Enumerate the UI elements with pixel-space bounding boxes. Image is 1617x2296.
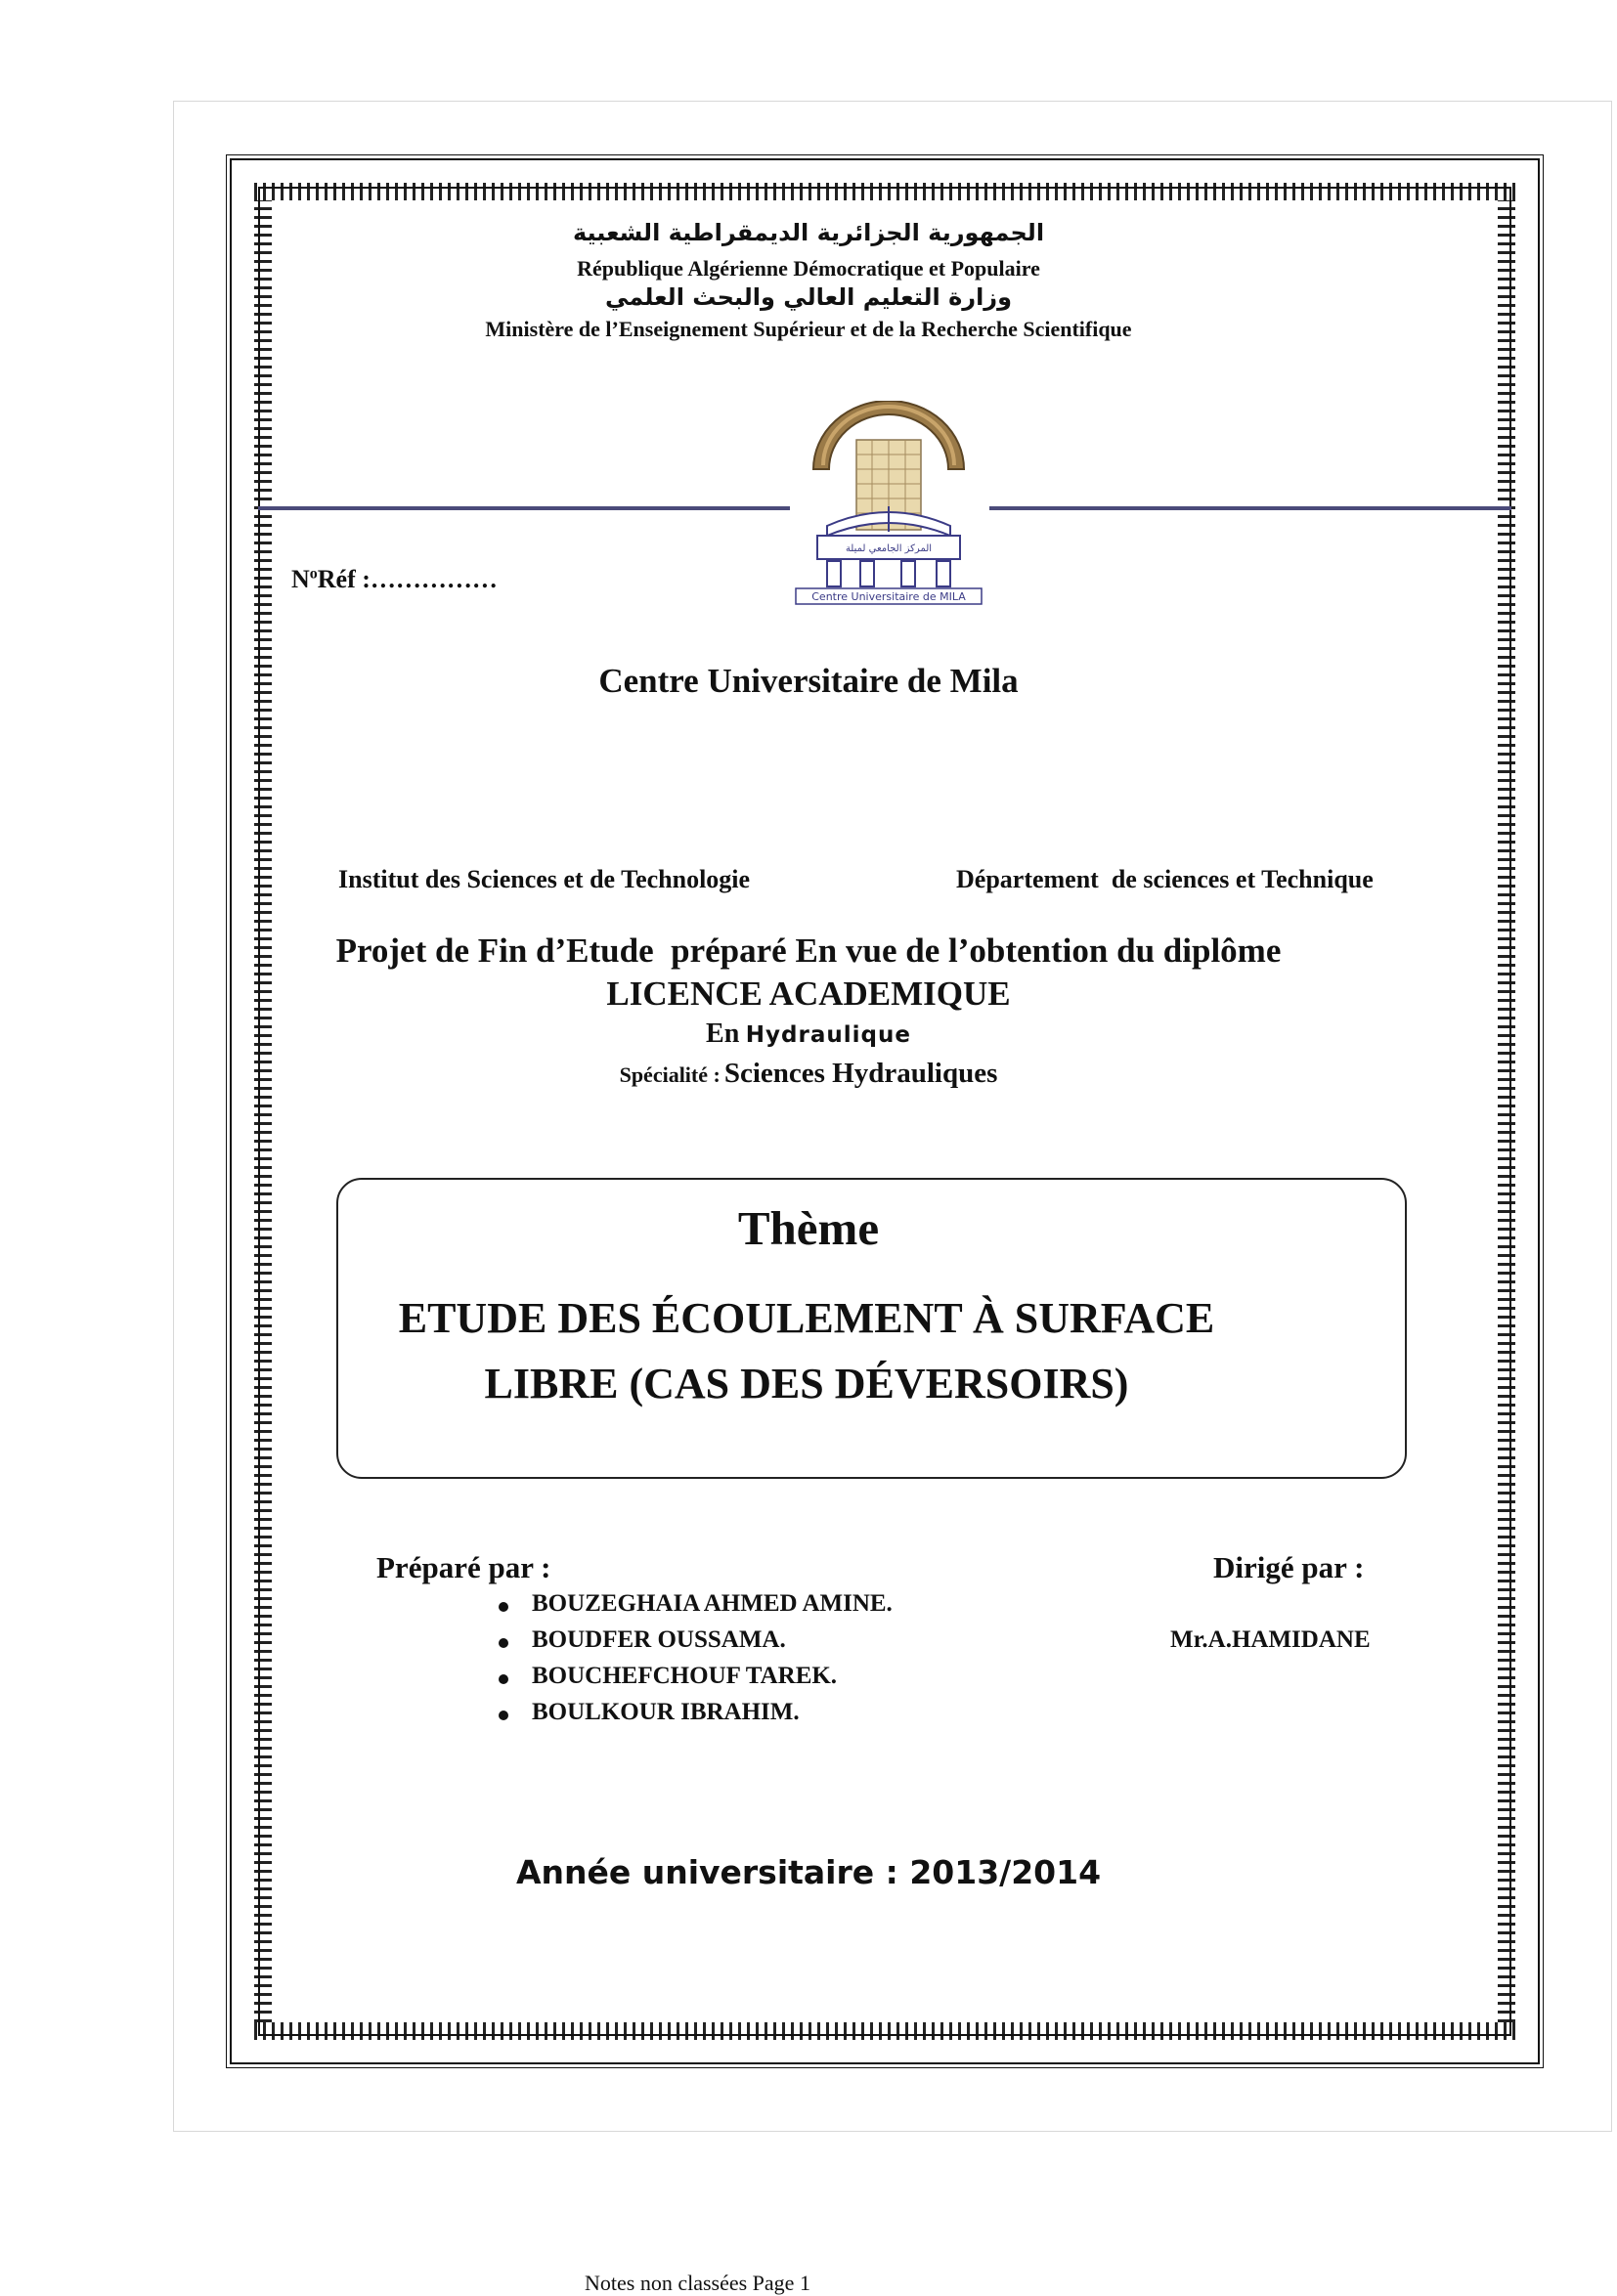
arabic-ministry-title: وزارة التعليم العالي والبحث العلمي [604, 283, 1013, 311]
reference-label: Réf :…………… [317, 565, 498, 593]
student-item: BOULKOUR IBRAHIM. [495, 1699, 893, 1735]
theme-title-line2: LIBRE (CAS DES DÉVERSOIRS) [484, 1360, 1129, 1408]
student-item: BOUDFER OUSSAMA. [495, 1626, 893, 1663]
university-logo-icon [794, 401, 983, 606]
speciality-label: Spécialité : [619, 1062, 721, 1087]
speciality-value: Sciences Hydrauliques [723, 1058, 998, 1089]
supervisor-name: Mr.A.HAMIDANE [1170, 1626, 1371, 1653]
institute-name: Institut des Sciences et de Technologie [338, 865, 751, 893]
ministry-title: Ministère de l’Enseignement Supérieur et de la Recherche Scientifique [485, 317, 1132, 341]
theme-heading: Thème [737, 1201, 880, 1255]
logo-arabic-caption: المركز الجامعي لميلة [845, 543, 933, 554]
university-logo [794, 401, 983, 606]
logo-caption: Centre Universitaire de MILA [811, 590, 966, 603]
page-footer: Notes non classées Page 1 [585, 2271, 810, 2295]
reference-superscript: o [309, 565, 318, 583]
student-item: BOUCHEFCHOUF TAREK. [495, 1663, 893, 1699]
directed-by-label: Dirigé par : [1213, 1550, 1365, 1584]
field-name: Hydraulique [745, 1022, 911, 1048]
republic-title: République Algérienne Démocratique et Populaire [577, 256, 1040, 281]
student-item: BOUZEGHAIA AHMED AMINE. [495, 1590, 893, 1626]
arabic-republic-title: الجمهورية الجزائرية الديمقراطية الشعبية [572, 219, 1045, 246]
project-description: Projet de Fin d’Etude préparé En vue de l’obtention du diplôme [335, 931, 1282, 970]
degree-title: LICENCE ACADEMIQUE [606, 975, 1011, 1013]
reference-prefix: N [291, 565, 310, 593]
institution-name: Centre Universitaire de Mila [598, 662, 1019, 700]
academic-year: Année universitaire : 2013/2014 [515, 1853, 1102, 1891]
reference-number [291, 565, 498, 594]
students-list [495, 1590, 893, 1735]
header-rule-right [989, 506, 1511, 510]
prepared-by-label: Préparé par : [376, 1550, 551, 1584]
theme-title-line1: ETUDE DES ÉCOULEMENT À SURFACE [398, 1294, 1215, 1342]
department-name: Département de sciences et Technique [956, 865, 1374, 893]
header-rule-left [258, 506, 790, 510]
field-line [0, 1018, 1617, 1050]
field-prefix: En [706, 1018, 740, 1049]
speciality-line [0, 1058, 1617, 1090]
